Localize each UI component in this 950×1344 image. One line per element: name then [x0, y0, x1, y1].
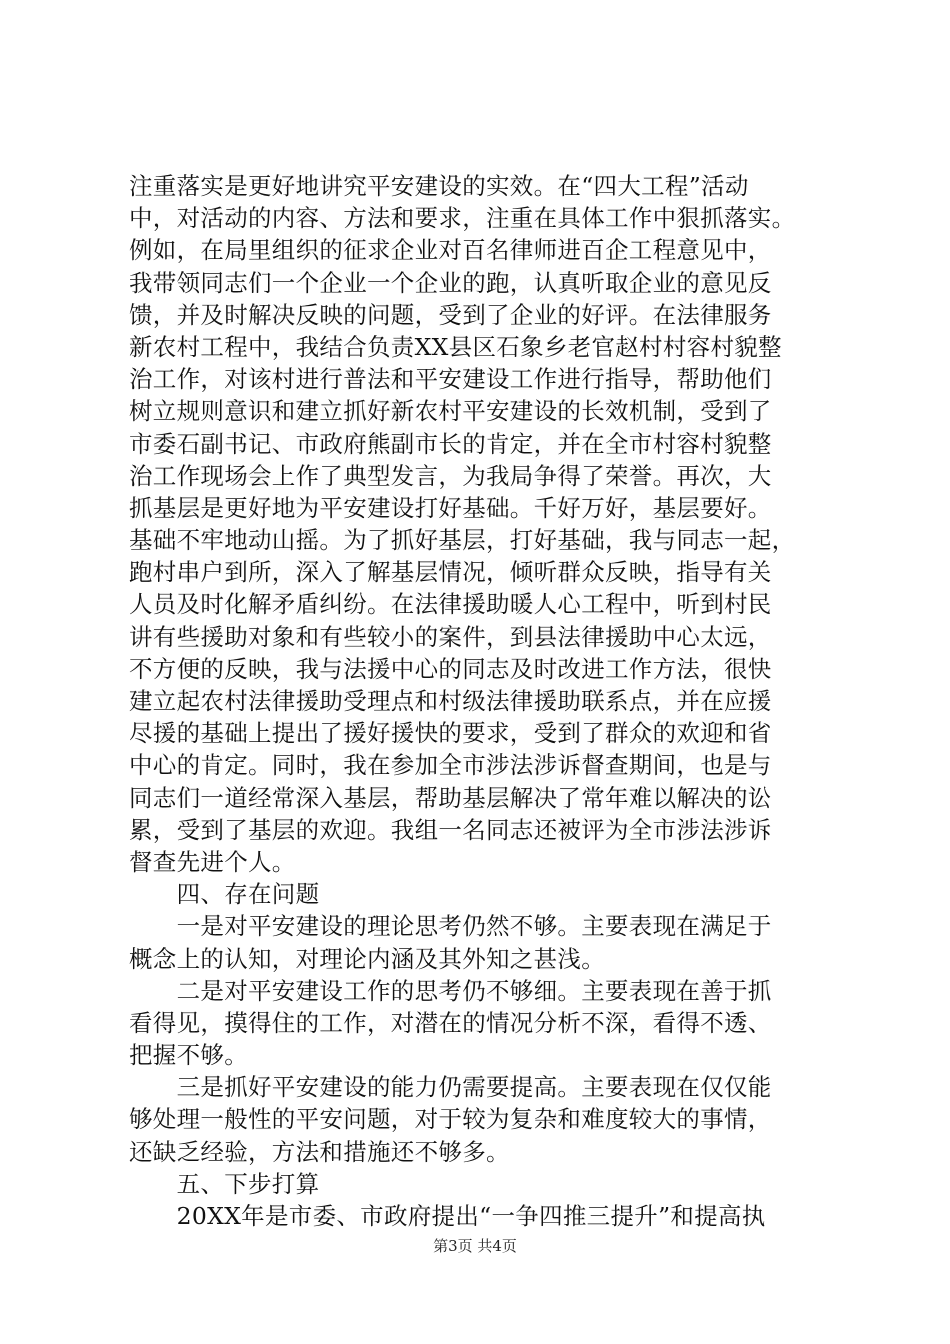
text-line: 督查先进个人。: [129, 847, 296, 876]
text-line: 概念上的认知，对理论内涵及其外知之甚浅。: [129, 944, 605, 973]
text-line: 够处理一般性的平安问题，对于较为复杂和难度较大的事情，: [129, 1105, 772, 1134]
section-heading: 四、存在问题: [129, 880, 320, 909]
text-line: 注重落实是更好地讲究平安建设的实效。在“四大工程”活动: [129, 172, 749, 200]
text-line: 人员及时化解矛盾纠纷。在法律援助暖人心工程中，听到村民: [129, 590, 772, 619]
text-line: 市委石副书记、市政府熊副市长的肯定，并在全市村容村貌整: [129, 429, 772, 458]
text-line: 治工作现场会上作了典型发言，为我局争得了荣誉。再次，大: [129, 461, 772, 490]
text-line: 还缺乏经验，方法和措施还不够多。: [129, 1137, 510, 1166]
text-line: 尽援的基础上提出了援好援快的要求，受到了群众的欢迎和省: [129, 719, 772, 748]
text-line: 不方便的反映，我与法援中心的同志及时改进工作方法，很快: [129, 654, 772, 683]
text-line: 二是对平安建设工作的思考仍不够细。主要表现在善于抓: [129, 976, 772, 1005]
text-line: 树立规则意识和建立抓好新农村平安建设的长效机制，受到了: [129, 397, 772, 426]
page-number-footer: 第3页 共4页: [433, 1237, 517, 1255]
text-line: 馈，并及时解决反映的问题，受到了企业的好评。在法律服务: [129, 300, 772, 329]
text-line: 中，对活动的内容、方法和要求，注重在具体工作中狠抓落实。: [129, 204, 796, 233]
text-line: 累，受到了基层的欢迎。我组一名同志还被评为全市涉法涉诉: [129, 815, 772, 844]
text-line: 抓基层是更好地为平安建设打好基础。千好万好，基层要好。: [129, 493, 772, 522]
text-line: 把握不够。: [129, 1041, 248, 1070]
text-line: 同志们一道经常深入基层，帮助基层解决了常年难以解决的讼: [129, 783, 772, 812]
text-line: 基础不牢地动山摇。为了抓好基层，打好基础，我与同志一起，: [129, 526, 796, 555]
text-line: 例如，在局里组织的征求企业对百名律师进百企工程意见中，: [129, 236, 772, 265]
section-heading: 五、下步打算: [129, 1169, 320, 1198]
text-line: 20XX年是市委、市政府提出“一争四推三提升”和提高执: [129, 1202, 766, 1230]
text-line: 讲有些援助对象和有些较小的案件，到县法律援助中心太远，: [129, 622, 772, 651]
text-line: 中心的肯定。同时，我在参加全市涉法涉诉督查期间，也是与: [129, 751, 772, 780]
text-line: 一是对平安建设的理论思考仍然不够。主要表现在满足于: [129, 912, 772, 941]
text-line: 跑村串户到所，深入了解基层情况，倾听群众反映，指导有关: [129, 558, 772, 587]
text-line: 三是抓好平安建设的能力仍需要提高。主要表现在仅仅能: [129, 1073, 772, 1102]
text-line: 治工作，对该村进行普法和平安建设工作进行指导，帮助他们: [129, 365, 772, 394]
text-line: 我带领同志们一个企业一个企业的跑，认真听取企业的意见反: [129, 268, 772, 297]
text-line: 新农村工程中，我结合负责XX县区石象乡老官赵村村容村貌整: [129, 332, 782, 361]
text-line: 建立起农村法律援助受理点和村级法律援助联系点，并在应援: [129, 687, 772, 715]
text-line: 看得见，摸得住的工作，对潜在的情况分析不深，看得不透、: [129, 1008, 772, 1037]
body-text: [129, 170, 849, 1232]
